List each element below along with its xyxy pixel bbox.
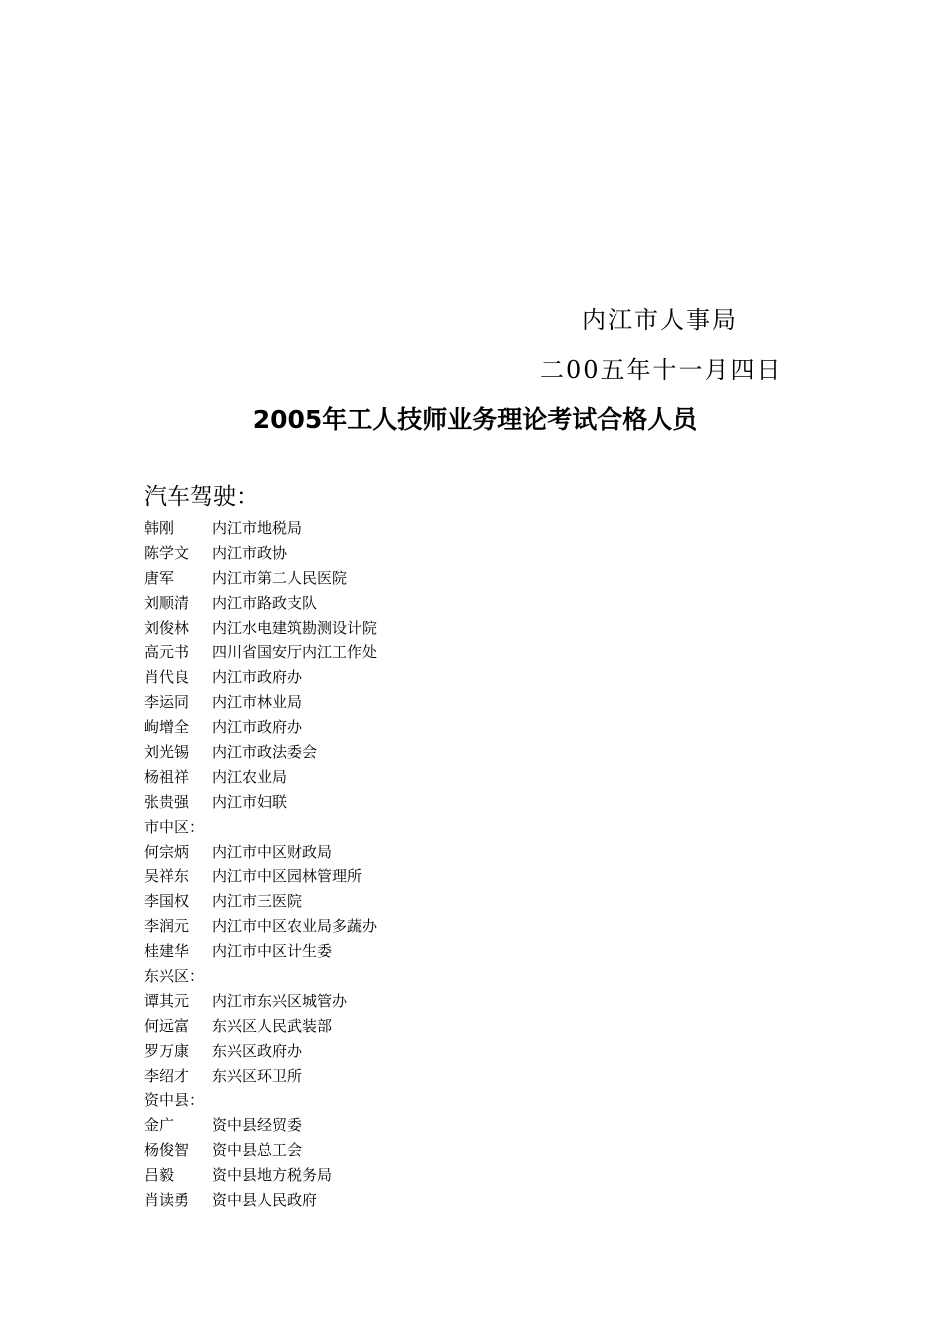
person-name: 肖读勇 <box>144 1191 190 1210</box>
list-item <box>144 1064 377 1089</box>
work-unit: 内江市三医院 <box>212 892 303 911</box>
list-item <box>144 516 377 541</box>
work-unit: 内江市中区财政局 <box>212 842 333 861</box>
work-unit: 内江水电建筑勘测设计院 <box>212 618 378 637</box>
list-item <box>144 1138 377 1163</box>
section-label: 东兴区： <box>144 967 205 986</box>
work-unit: 内江市政府办 <box>212 668 303 687</box>
list-item <box>144 989 377 1014</box>
qualified-personnel-list <box>144 516 377 1213</box>
person-name: 何远富 <box>144 1016 190 1035</box>
person-name: 李运同 <box>144 693 190 712</box>
list-item <box>144 1014 377 1039</box>
person-name: 谭其元 <box>144 991 190 1010</box>
section-label: 资中县： <box>144 1091 205 1110</box>
section-label: 市中区： <box>144 817 205 836</box>
person-name: 吴祥东 <box>144 867 190 886</box>
work-unit: 资中县经贸委 <box>212 1116 303 1135</box>
list-item <box>144 790 377 815</box>
work-unit: 内江市妇联 <box>212 792 288 811</box>
list-item <box>144 690 377 715</box>
person-name: 杨俊智 <box>144 1141 190 1160</box>
person-name: 肖代良 <box>144 668 190 687</box>
person-name: 刘光锡 <box>144 743 190 762</box>
person-name: 金广 <box>144 1116 175 1135</box>
work-unit: 内江市政府办 <box>212 718 303 737</box>
work-unit: 资中县人民政府 <box>212 1191 318 1210</box>
list-item <box>144 1039 377 1064</box>
work-unit: 资中县总工会 <box>212 1141 303 1160</box>
list-item <box>144 665 377 690</box>
work-unit: 内江市政协 <box>212 543 288 562</box>
list-item <box>144 640 377 665</box>
list-item <box>144 914 377 939</box>
list-item <box>144 566 377 591</box>
work-unit: 内江市东兴区城管办 <box>212 991 348 1010</box>
work-unit: 东兴区人民武装部 <box>212 1016 333 1035</box>
person-name: 韩刚 <box>144 519 175 537</box>
list-item <box>144 591 377 616</box>
list-item <box>144 715 377 740</box>
work-unit: 内江市中区园林管理所 <box>212 867 363 886</box>
person-name: 唐军 <box>144 568 175 587</box>
person-name: 高元书 <box>144 643 190 662</box>
work-unit: 内江市政法委会 <box>212 743 318 762</box>
person-name: 刘顺清 <box>144 593 190 612</box>
work-unit: 东兴区环卫所 <box>212 1066 303 1085</box>
work-unit: 内江市地税局 <box>212 519 303 537</box>
work-unit: 四川省国安厅内江工作处 <box>212 643 378 662</box>
list-item <box>144 1163 377 1188</box>
person-name: 罗万康 <box>144 1041 190 1060</box>
issue-date: 二00五年十一月四日 <box>540 356 783 384</box>
work-unit: 内江市林业局 <box>212 693 303 712</box>
work-unit: 东兴区政府办 <box>212 1041 303 1060</box>
person-name: 张贵强 <box>144 792 190 811</box>
work-unit: 内江市中区农业局多蔬办 <box>212 917 378 936</box>
list-item <box>144 765 377 790</box>
list-item <box>144 889 377 914</box>
work-unit: 内江市第二人民医院 <box>212 568 348 587</box>
issuing-organization: 内江市人事局 <box>582 306 738 334</box>
person-name: 李绍才 <box>144 1066 190 1085</box>
person-name: 李润元 <box>144 917 190 936</box>
list-item <box>144 864 377 889</box>
work-unit: 资中县地方税务局 <box>212 1166 333 1185</box>
person-name: 杨祖祥 <box>144 767 190 786</box>
person-name: 陈学文 <box>144 543 190 562</box>
person-name: 李国权 <box>144 892 190 911</box>
work-unit: 内江农业局 <box>212 767 288 786</box>
list-item <box>144 740 377 765</box>
list-item <box>144 840 377 865</box>
person-name: 刘俊林 <box>144 618 190 637</box>
document-title: 2005年工人技师业务理论考试合格人员 <box>252 405 698 434</box>
category-heading: 汽车驾驶： <box>144 484 259 510</box>
person-name: 何宗炳 <box>144 842 190 861</box>
work-unit: 内江市路政支队 <box>212 593 318 612</box>
list-item <box>144 939 377 964</box>
person-name: 吕毅 <box>144 1166 175 1185</box>
person-name: 岣增全 <box>144 718 190 737</box>
list-item <box>144 1188 377 1213</box>
list-item <box>144 1113 377 1138</box>
list-item <box>144 541 377 566</box>
list-item <box>144 616 377 641</box>
person-name: 桂建华 <box>144 942 190 961</box>
work-unit: 内江市中区计生委 <box>212 942 333 961</box>
